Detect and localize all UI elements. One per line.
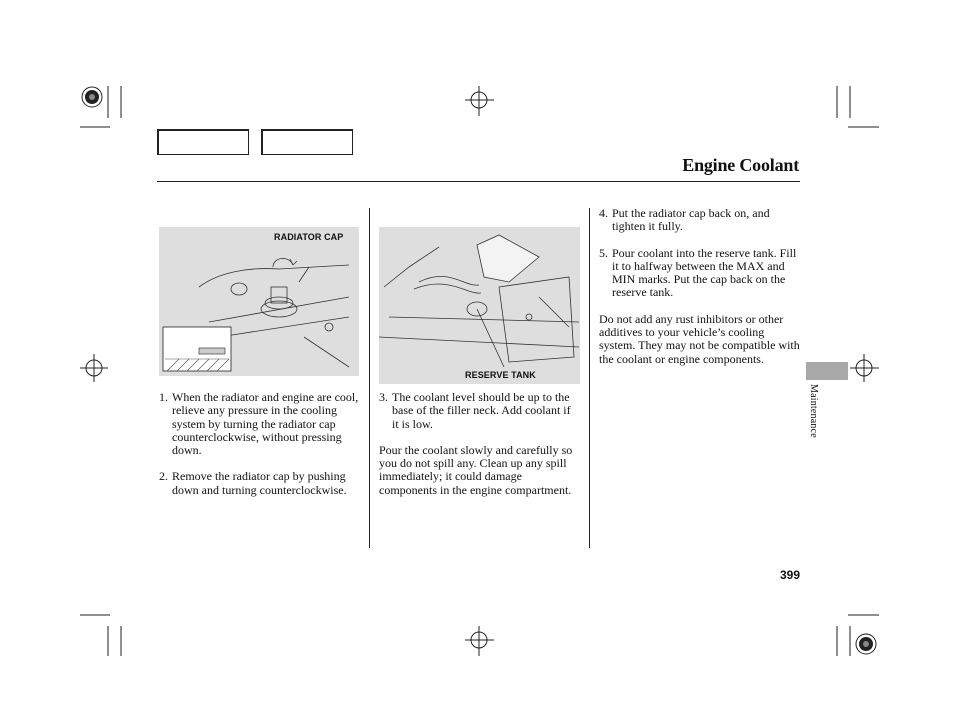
crosshair-bottom <box>465 626 494 656</box>
radiator-cap-label: RADIATOR CAP <box>274 232 344 242</box>
middle-column-text <box>379 391 580 497</box>
crosshair-top <box>465 86 494 116</box>
step-4: 4. Put the radiator cap back on, and tighten it fully. <box>599 206 770 234</box>
column-divider-1 <box>369 208 370 548</box>
starburst-top-left <box>82 87 102 107</box>
reserve-tank-illustration <box>379 227 580 384</box>
crosshair-left <box>80 354 108 382</box>
right-column-text <box>599 207 803 366</box>
nav-box-2[interactable] <box>261 129 353 155</box>
title-rule <box>157 181 800 182</box>
step-5: 5. Pour coolant into the reserve tank. Fill it to halfway between the MAX and MIN marks. Put the cap back on the reserve tank. <box>599 245 797 300</box>
crosshair-right <box>850 354 879 382</box>
page-number: 399 <box>779 568 800 582</box>
left-column-text <box>159 391 359 497</box>
starburst-bottom-right <box>856 634 876 654</box>
reserve-tank-label: RESERVE TANK <box>465 370 536 380</box>
nav-box-1[interactable] <box>157 129 249 155</box>
page-title: Engine Coolant <box>682 155 799 175</box>
section-tab-label: Maintenance <box>808 384 819 438</box>
section-tab[interactable] <box>806 362 848 380</box>
radiator-cap-illustration <box>159 227 359 376</box>
pour-note: Pour the coolant slowly and carefully so you do not spill any. Clean up any spill immediately; it could damage components in the engine compartment. <box>379 442 573 497</box>
step-2: 2. Remove the radiator cap by pushing down and turning counterclockwise. <box>159 469 347 497</box>
step-1: 1. When the radiator and engine are cool, relieve any pressure in the cooling system by turning the radiator cap counterclockwise, without pressing down. <box>159 390 359 458</box>
radiator-cap-figure <box>159 227 359 376</box>
additive-warning: Do not add any rust inhibitors or other additives to your vehicle’s cooling system. They may not be compatible with the coolant or engine components. <box>599 311 800 366</box>
reserve-tank-figure <box>379 227 580 384</box>
step-3: 3. The coolant level should be up to the base of the filler neck. Add coolant if it is low. <box>379 390 571 431</box>
column-divider-2 <box>589 208 590 548</box>
